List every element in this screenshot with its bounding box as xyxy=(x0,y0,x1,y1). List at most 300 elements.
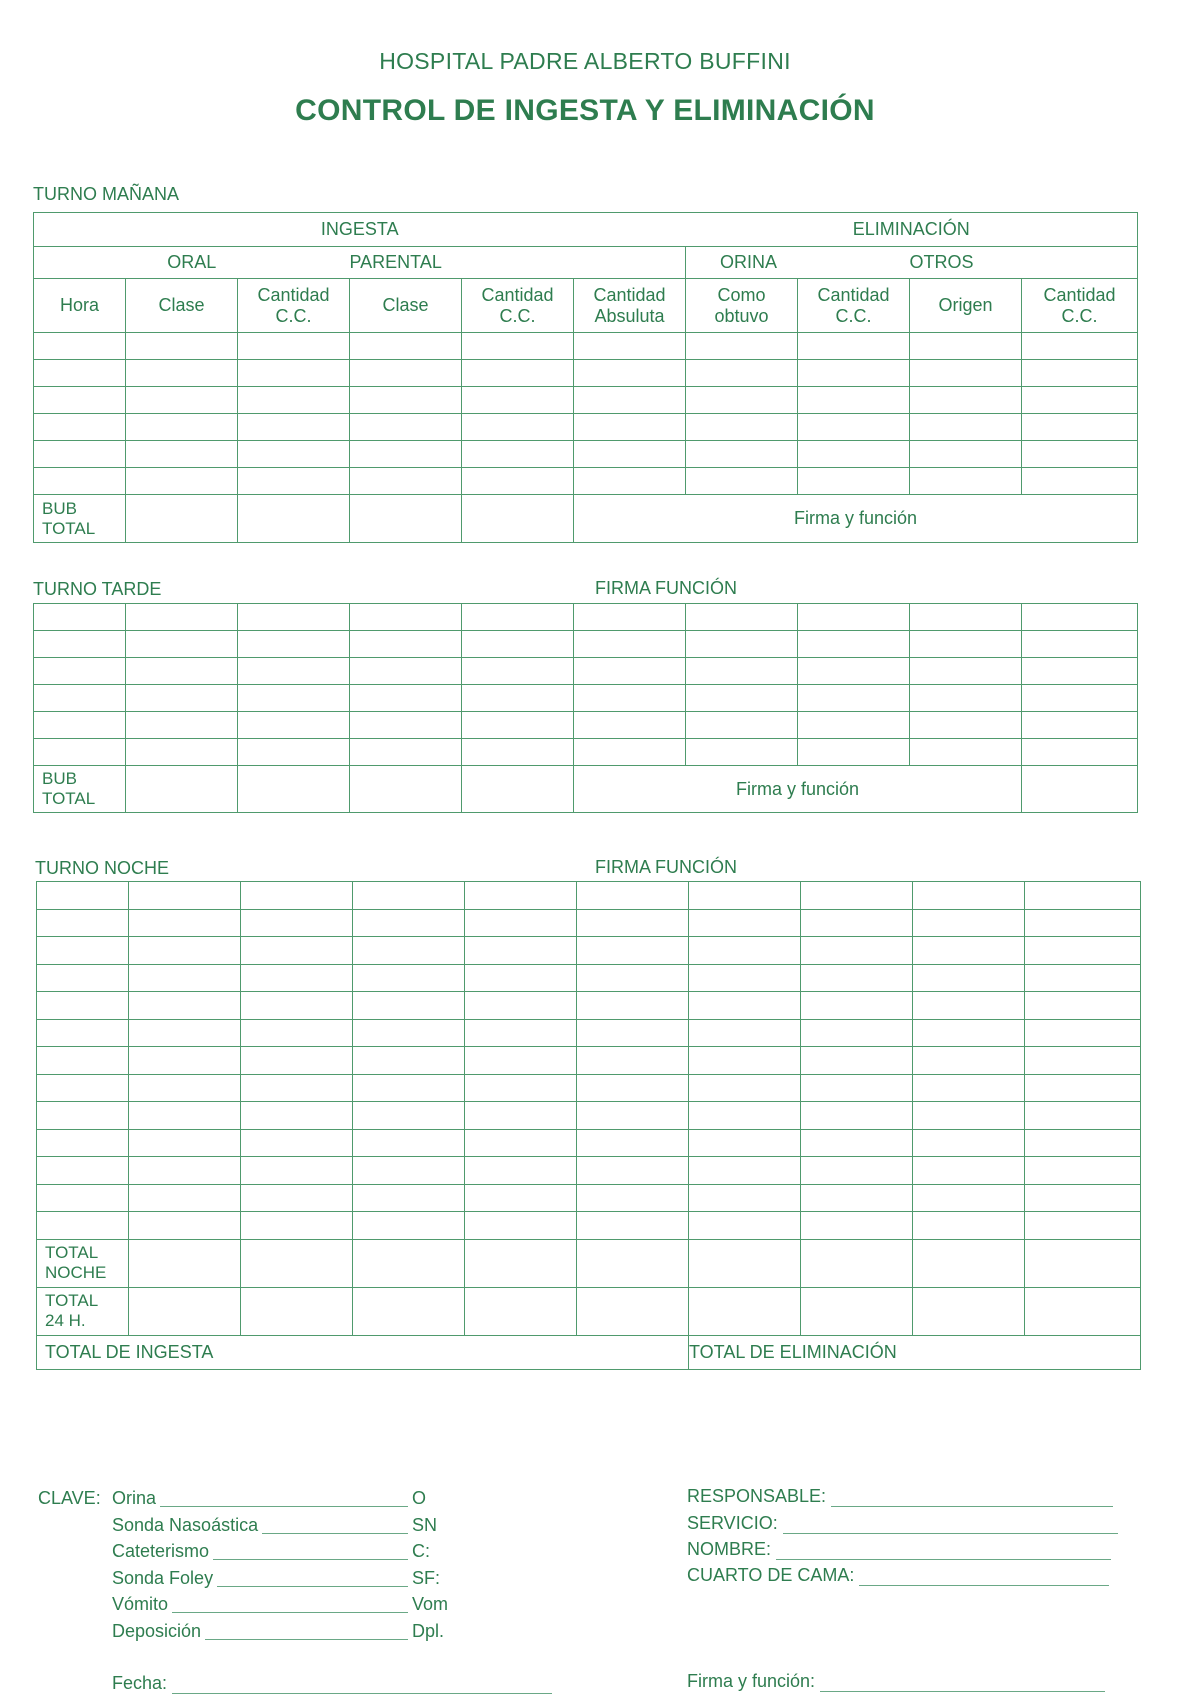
cell[interactable] xyxy=(37,1212,129,1240)
cell[interactable] xyxy=(1025,1287,1141,1335)
cell[interactable] xyxy=(801,909,913,937)
cell[interactable] xyxy=(241,1074,353,1102)
clave-item xyxy=(112,1594,449,1615)
servicio-field[interactable] xyxy=(687,1513,1118,1534)
column-header: Cantidad C.C. xyxy=(238,279,350,333)
cell[interactable] xyxy=(913,882,1025,910)
cell[interactable] xyxy=(126,766,238,813)
cell[interactable] xyxy=(37,1074,129,1102)
cell[interactable] xyxy=(126,712,238,739)
cell[interactable] xyxy=(129,964,241,992)
cell[interactable] xyxy=(350,712,462,739)
cell[interactable] xyxy=(353,1102,465,1130)
cell[interactable] xyxy=(801,882,913,910)
cell[interactable] xyxy=(801,1102,913,1130)
cell[interactable] xyxy=(465,1074,577,1102)
cell[interactable] xyxy=(462,631,574,658)
cell[interactable] xyxy=(1025,882,1141,910)
cell[interactable] xyxy=(801,964,913,992)
cell[interactable] xyxy=(910,631,1022,658)
cell[interactable] xyxy=(126,658,238,685)
cell[interactable] xyxy=(34,631,126,658)
cell[interactable] xyxy=(129,937,241,965)
morning-signature-label: Firma y función xyxy=(574,495,1138,543)
cell[interactable] xyxy=(910,333,1022,360)
cell[interactable] xyxy=(241,1287,353,1335)
cell[interactable] xyxy=(577,1184,689,1212)
cell[interactable] xyxy=(910,468,1022,495)
cell[interactable] xyxy=(462,468,574,495)
cell[interactable] xyxy=(1022,387,1138,414)
cell[interactable] xyxy=(353,992,465,1020)
cell[interactable] xyxy=(913,1287,1025,1335)
nombre-field[interactable] xyxy=(687,1539,1111,1560)
clave-item-line xyxy=(213,1545,408,1560)
cell[interactable] xyxy=(913,1184,1025,1212)
cell[interactable] xyxy=(34,712,126,739)
cell[interactable] xyxy=(801,1157,913,1185)
cell[interactable] xyxy=(801,1129,913,1157)
cell[interactable] xyxy=(913,992,1025,1020)
cuarto-label: CUARTO DE CAMA: xyxy=(687,1565,855,1585)
cell[interactable] xyxy=(126,495,238,543)
cell[interactable] xyxy=(913,964,1025,992)
cell[interactable] xyxy=(462,658,574,685)
cell[interactable] xyxy=(689,937,801,965)
cell[interactable] xyxy=(577,992,689,1020)
cell[interactable] xyxy=(126,387,238,414)
cell[interactable] xyxy=(1025,1239,1141,1287)
cell[interactable] xyxy=(577,882,689,910)
cell[interactable] xyxy=(241,909,353,937)
cell[interactable] xyxy=(37,909,129,937)
cell[interactable] xyxy=(689,1212,801,1240)
cell[interactable] xyxy=(37,1157,129,1185)
cell[interactable] xyxy=(910,712,1022,739)
cell[interactable] xyxy=(241,1239,353,1287)
cell[interactable] xyxy=(241,1019,353,1047)
cell[interactable] xyxy=(238,468,350,495)
cell[interactable] xyxy=(574,441,686,468)
cell[interactable] xyxy=(465,1129,577,1157)
cell[interactable] xyxy=(1025,1074,1141,1102)
cell[interactable] xyxy=(350,658,462,685)
cell[interactable] xyxy=(798,468,910,495)
cell[interactable] xyxy=(913,1102,1025,1130)
cell[interactable] xyxy=(1025,1047,1141,1075)
clave-item-name: Sonda Nasoástica xyxy=(112,1514,259,1535)
cell[interactable] xyxy=(686,468,798,495)
cell[interactable] xyxy=(910,441,1022,468)
cell[interactable] xyxy=(801,937,913,965)
cell[interactable] xyxy=(801,992,913,1020)
cell[interactable] xyxy=(686,631,798,658)
cell[interactable] xyxy=(129,1184,241,1212)
cell[interactable] xyxy=(910,387,1022,414)
cell[interactable] xyxy=(353,1184,465,1212)
cell[interactable] xyxy=(353,1074,465,1102)
cell[interactable] xyxy=(574,333,686,360)
cell[interactable] xyxy=(34,468,126,495)
cell[interactable] xyxy=(1025,1157,1141,1185)
cell[interactable] xyxy=(689,1157,801,1185)
cell[interactable] xyxy=(129,1287,241,1335)
cell[interactable] xyxy=(129,1129,241,1157)
cell[interactable] xyxy=(801,1212,913,1240)
cell[interactable] xyxy=(689,1129,801,1157)
cell[interactable] xyxy=(577,1047,689,1075)
table-row xyxy=(34,414,1138,441)
cell[interactable] xyxy=(353,1287,465,1335)
cell[interactable] xyxy=(686,685,798,712)
cell[interactable] xyxy=(465,964,577,992)
cell[interactable] xyxy=(465,1184,577,1212)
cell[interactable] xyxy=(465,882,577,910)
cell[interactable] xyxy=(801,1184,913,1212)
footer-signature-line xyxy=(820,1677,1105,1692)
cell[interactable] xyxy=(238,739,350,766)
cell[interactable] xyxy=(913,909,1025,937)
cell[interactable] xyxy=(689,1239,801,1287)
cell[interactable] xyxy=(126,468,238,495)
cell[interactable] xyxy=(241,1047,353,1075)
cell[interactable] xyxy=(462,360,574,387)
cell[interactable] xyxy=(353,964,465,992)
cell[interactable] xyxy=(1022,468,1138,495)
cell[interactable] xyxy=(238,360,350,387)
cell[interactable] xyxy=(913,1129,1025,1157)
cell[interactable] xyxy=(574,414,686,441)
responsable-field[interactable] xyxy=(687,1486,1113,1507)
cell[interactable] xyxy=(350,739,462,766)
cell[interactable] xyxy=(34,387,126,414)
cell[interactable] xyxy=(798,685,910,712)
cell[interactable] xyxy=(913,1212,1025,1240)
cell[interactable] xyxy=(798,604,910,631)
cell[interactable] xyxy=(34,441,126,468)
cell[interactable] xyxy=(350,685,462,712)
cell[interactable] xyxy=(686,360,798,387)
cell[interactable] xyxy=(577,909,689,937)
cell[interactable] xyxy=(241,1212,353,1240)
cell[interactable] xyxy=(241,1184,353,1212)
cell[interactable] xyxy=(1022,712,1138,739)
cell[interactable] xyxy=(1022,441,1138,468)
cell[interactable] xyxy=(462,604,574,631)
cell[interactable] xyxy=(462,712,574,739)
cell[interactable] xyxy=(577,1157,689,1185)
cell[interactable] xyxy=(689,882,801,910)
cell[interactable] xyxy=(353,909,465,937)
cell[interactable] xyxy=(462,387,574,414)
cell[interactable] xyxy=(574,712,686,739)
cell[interactable] xyxy=(126,604,238,631)
cell[interactable] xyxy=(462,766,574,813)
table-row xyxy=(34,333,1138,360)
cell[interactable] xyxy=(913,1019,1025,1047)
cell[interactable] xyxy=(686,387,798,414)
cell[interactable] xyxy=(574,631,686,658)
cell[interactable] xyxy=(801,1019,913,1047)
cell[interactable] xyxy=(241,1129,353,1157)
cell[interactable] xyxy=(34,658,126,685)
cell[interactable] xyxy=(913,1157,1025,1185)
cell[interactable] xyxy=(129,1019,241,1047)
cuarto-field[interactable] xyxy=(687,1565,1109,1586)
cell[interactable] xyxy=(353,1019,465,1047)
cell[interactable] xyxy=(353,1239,465,1287)
cell[interactable] xyxy=(577,1212,689,1240)
cell[interactable] xyxy=(462,441,574,468)
cell[interactable] xyxy=(689,909,801,937)
cell[interactable] xyxy=(129,1047,241,1075)
cell[interactable] xyxy=(37,964,129,992)
cell[interactable] xyxy=(238,631,350,658)
cell[interactable] xyxy=(577,1239,689,1287)
cell[interactable] xyxy=(129,1239,241,1287)
cell[interactable] xyxy=(241,964,353,992)
cell[interactable] xyxy=(577,1129,689,1157)
cell[interactable] xyxy=(462,333,574,360)
cell[interactable] xyxy=(350,360,462,387)
cell[interactable] xyxy=(129,909,241,937)
cell[interactable] xyxy=(129,1212,241,1240)
cell[interactable] xyxy=(689,1074,801,1102)
fecha-field[interactable] xyxy=(112,1673,552,1694)
cell[interactable] xyxy=(689,1287,801,1335)
cell[interactable] xyxy=(801,1074,913,1102)
column-header: Cantidad C.C. xyxy=(1022,279,1138,333)
cell[interactable] xyxy=(798,441,910,468)
cell[interactable] xyxy=(798,739,910,766)
cell[interactable] xyxy=(241,937,353,965)
cell[interactable] xyxy=(129,1102,241,1130)
cell[interactable] xyxy=(574,360,686,387)
cell[interactable] xyxy=(1025,937,1141,965)
cell[interactable] xyxy=(910,658,1022,685)
cell[interactable] xyxy=(465,1019,577,1047)
cell[interactable] xyxy=(1022,631,1138,658)
cell[interactable] xyxy=(462,495,574,543)
cell[interactable] xyxy=(34,333,126,360)
cell[interactable] xyxy=(353,1212,465,1240)
cell[interactable] xyxy=(129,1074,241,1102)
cell[interactable] xyxy=(34,604,126,631)
cell[interactable] xyxy=(350,631,462,658)
cell[interactable] xyxy=(910,604,1022,631)
cell[interactable] xyxy=(1025,1129,1141,1157)
cell[interactable] xyxy=(37,1184,129,1212)
cell[interactable] xyxy=(801,1287,913,1335)
cell[interactable] xyxy=(689,1019,801,1047)
cell[interactable] xyxy=(913,937,1025,965)
cell[interactable] xyxy=(1022,360,1138,387)
cell[interactable] xyxy=(465,1239,577,1287)
cell[interactable] xyxy=(37,1102,129,1130)
cell[interactable] xyxy=(801,1047,913,1075)
cell[interactable] xyxy=(913,1239,1025,1287)
cell[interactable] xyxy=(686,658,798,685)
cell[interactable] xyxy=(574,739,686,766)
clave-item xyxy=(112,1488,427,1509)
cell[interactable] xyxy=(353,1157,465,1185)
cell[interactable] xyxy=(462,739,574,766)
cell[interactable] xyxy=(910,414,1022,441)
cell[interactable] xyxy=(689,1047,801,1075)
cell[interactable] xyxy=(1022,333,1138,360)
cell[interactable] xyxy=(913,1074,1025,1102)
cell[interactable] xyxy=(126,739,238,766)
cell[interactable] xyxy=(1025,992,1141,1020)
cell[interactable] xyxy=(465,909,577,937)
cell[interactable] xyxy=(1022,414,1138,441)
cell[interactable] xyxy=(34,685,126,712)
cell[interactable] xyxy=(353,1047,465,1075)
cell[interactable] xyxy=(353,937,465,965)
cell[interactable] xyxy=(350,495,462,543)
clave-item xyxy=(112,1567,441,1589)
cell[interactable] xyxy=(686,712,798,739)
cell[interactable] xyxy=(34,414,126,441)
cell[interactable] xyxy=(238,333,350,360)
cell[interactable] xyxy=(574,604,686,631)
cell[interactable] xyxy=(238,441,350,468)
cell[interactable] xyxy=(686,333,798,360)
cell[interactable] xyxy=(465,1157,577,1185)
cell[interactable] xyxy=(574,468,686,495)
cell[interactable] xyxy=(798,387,910,414)
cell[interactable] xyxy=(910,360,1022,387)
fecha-line xyxy=(172,1679,552,1694)
column-header: Origen xyxy=(910,279,1022,333)
cell[interactable] xyxy=(577,1102,689,1130)
cell[interactable] xyxy=(350,414,462,441)
cell[interactable] xyxy=(126,360,238,387)
cell[interactable] xyxy=(465,1287,577,1335)
morning-shift-label: TURNO MAÑANA xyxy=(33,184,180,204)
cell[interactable] xyxy=(577,937,689,965)
cell[interactable] xyxy=(126,631,238,658)
cell[interactable] xyxy=(238,658,350,685)
cell[interactable] xyxy=(798,414,910,441)
cell[interactable] xyxy=(350,387,462,414)
cell[interactable] xyxy=(241,1157,353,1185)
cell[interactable] xyxy=(686,604,798,631)
cell[interactable] xyxy=(686,414,798,441)
cell[interactable] xyxy=(1022,766,1138,813)
cell[interactable] xyxy=(1025,909,1141,937)
cell[interactable] xyxy=(1022,739,1138,766)
cell[interactable] xyxy=(574,685,686,712)
cell[interactable] xyxy=(350,333,462,360)
cell[interactable] xyxy=(37,1019,129,1047)
cell[interactable] xyxy=(241,992,353,1020)
cell[interactable] xyxy=(577,1287,689,1335)
cell[interactable] xyxy=(126,414,238,441)
cell[interactable] xyxy=(1025,1184,1141,1212)
cell[interactable] xyxy=(1025,1102,1141,1130)
cell[interactable] xyxy=(574,658,686,685)
cell[interactable] xyxy=(350,604,462,631)
footer-signature-field[interactable] xyxy=(687,1671,1105,1692)
cell[interactable] xyxy=(37,992,129,1020)
cell[interactable] xyxy=(34,360,126,387)
cell[interactable] xyxy=(37,1047,129,1075)
cell[interactable] xyxy=(241,1102,353,1130)
cell[interactable] xyxy=(577,1019,689,1047)
cell[interactable] xyxy=(462,685,574,712)
cell[interactable] xyxy=(577,964,689,992)
cell[interactable] xyxy=(465,1212,577,1240)
cell[interactable] xyxy=(686,739,798,766)
cell[interactable] xyxy=(910,739,1022,766)
cell[interactable] xyxy=(798,712,910,739)
cell[interactable] xyxy=(238,387,350,414)
clave-item-abbr: C: xyxy=(412,1541,430,1561)
clave-item-abbr: Vom xyxy=(412,1594,449,1614)
cell[interactable] xyxy=(238,685,350,712)
cell[interactable] xyxy=(238,604,350,631)
cell[interactable] xyxy=(689,964,801,992)
cell[interactable] xyxy=(689,1184,801,1212)
cell[interactable] xyxy=(577,1074,689,1102)
cell[interactable] xyxy=(350,468,462,495)
cell[interactable] xyxy=(34,739,126,766)
cell[interactable] xyxy=(689,1102,801,1130)
cell[interactable] xyxy=(129,882,241,910)
cell[interactable] xyxy=(465,937,577,965)
cell[interactable] xyxy=(129,992,241,1020)
cell[interactable] xyxy=(1025,964,1141,992)
cell[interactable] xyxy=(801,1239,913,1287)
cell[interactable] xyxy=(1025,1212,1141,1240)
cell[interactable] xyxy=(1022,604,1138,631)
cell[interactable] xyxy=(353,882,465,910)
cell[interactable] xyxy=(689,992,801,1020)
cell[interactable] xyxy=(1022,685,1138,712)
cell[interactable] xyxy=(1022,658,1138,685)
cell[interactable] xyxy=(1025,1019,1141,1047)
cell[interactable] xyxy=(37,1129,129,1157)
cell[interactable] xyxy=(798,333,910,360)
cell[interactable] xyxy=(37,882,129,910)
cell[interactable] xyxy=(465,1047,577,1075)
cell[interactable] xyxy=(126,685,238,712)
cell[interactable] xyxy=(238,414,350,441)
cell[interactable] xyxy=(798,631,910,658)
cell[interactable] xyxy=(574,387,686,414)
cell[interactable] xyxy=(238,712,350,739)
cell[interactable] xyxy=(126,333,238,360)
cell[interactable] xyxy=(37,937,129,965)
cell[interactable] xyxy=(350,766,462,813)
cell[interactable] xyxy=(462,414,574,441)
cell[interactable] xyxy=(129,1157,241,1185)
cell[interactable] xyxy=(798,360,910,387)
cell[interactable] xyxy=(241,882,353,910)
cell[interactable] xyxy=(238,766,350,813)
cell[interactable] xyxy=(913,1047,1025,1075)
cell[interactable] xyxy=(350,441,462,468)
cell[interactable] xyxy=(465,1102,577,1130)
cell[interactable] xyxy=(910,685,1022,712)
cell[interactable] xyxy=(353,1129,465,1157)
cell[interactable] xyxy=(238,495,350,543)
cell[interactable] xyxy=(798,658,910,685)
cell[interactable] xyxy=(126,441,238,468)
cell[interactable] xyxy=(465,992,577,1020)
cell[interactable] xyxy=(686,441,798,468)
